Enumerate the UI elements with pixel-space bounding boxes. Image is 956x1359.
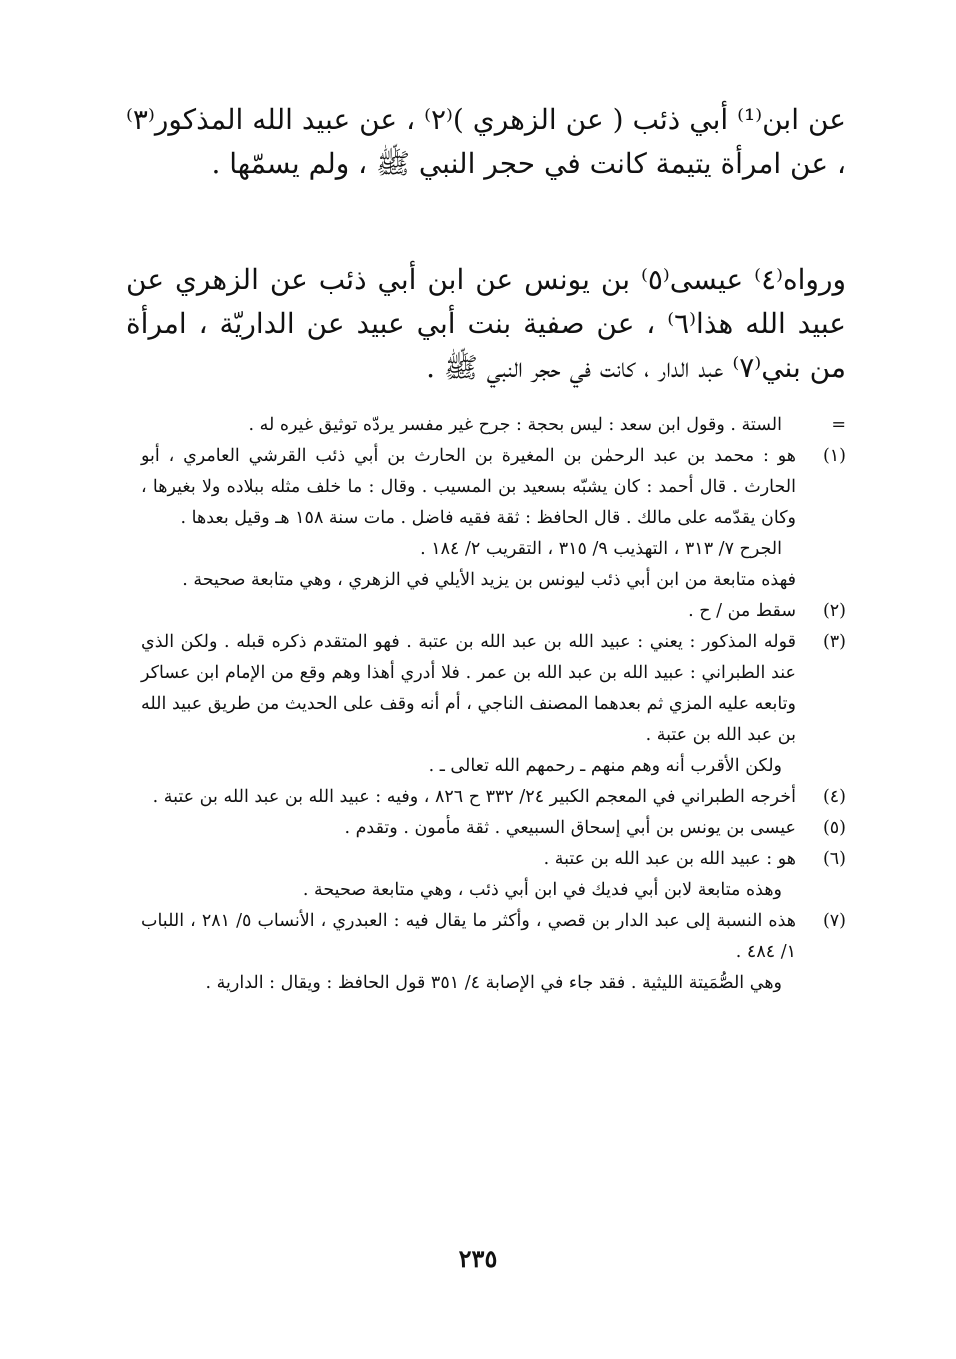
footnote [141,813,846,844]
main-text-block-2 [126,258,846,390]
footnote-number: (٤) [822,787,846,807]
footnote-number: (٢) [822,601,846,621]
footnote-number: (١) [822,446,846,466]
footnote [141,596,846,627]
footnote [141,441,846,596]
footnote-line: وهذه متابعة لابن أبي فديك في ابن أبي ذئب ، وهي متابعة صحيحة . [302,880,782,900]
footnote-line: فهذه متابعة من ابن أبي ذئب ليونس بن يزيد الأيلي في الزهري ، وهي متابعة صحيحة . [182,570,796,590]
footnote-line: هو : محمد بن عبد الرحمٰن بن المغيرة بن الحارث بن أبي ذئب القرشي العامري ، أبو الحارث . قال أحمد : كان يشبّه بسعيد بن المسيب . وقال : ما خلف مثله ببلاده ولا بغيرها ، وكان يقدّمه على مالك . قال الحافظ : ثقة فقيه فاضل . مات سنة ١٥٨ هـ وقيل بعدها . [141,446,796,528]
footnote-number: = [831,415,846,435]
page-number: ٢٣٥ [458,1244,498,1273]
footnotes [141,410,846,999]
footnote [141,627,846,782]
footnote-line: الجرح ٧/ ٣١٣ ، التهذيب ٩/ ٣١٥ ، التقريب ٢/ ١٨٤ . [420,539,782,559]
footnote-line: ولكن الأقرب أنه وهم منهم ـ رحمهم الله تعالى ـ . [428,756,782,776]
footnote-line: عيسى بن يونس بن أبي إسحاق السبيعي . ثقة مأمون . وتقدم . [344,818,796,838]
footnote-line: سقط من / ح . [688,601,796,621]
footnote-line: قوله المذكور : يعني : عبيد الله بن عبد الله بن عتبة . فهو المتقدم ذكره قبله . ولكن الذي عند الطبراني : عبيد الله بن عبد الله بن عمر . فلا أدري أهذا وهم وقع من الإمام ابن عساكر وتابعه عليه المزي ثم بعدهما المصنف الناجي ، أم أنه وقف على الحديث من طريق عبيد الله بن عبد الله بن عتبة . [141,632,796,745]
footnote-number: (٥) [822,818,846,838]
footnote [141,906,846,999]
footnote-number: (٣) [822,632,846,652]
footnote-number: (٧) [822,911,846,931]
footnote-line: الستة . وقول ابن سعد : ليس بحجة : جرح غير مفسر يردّه توثيق غيره له . [248,415,782,435]
footnote-number: (٦) [822,849,846,869]
footnote-line: وهي الصُّمَيتة الليثية . فقد جاء في الإصابة ٤/ ٣٥١ قول الحافظ : ويقال : الدارية . [205,973,782,993]
footnote-line: أخرجه الطبراني في المعجم الكبير ٢٤/ ٣٣٢ ح ٨٢٦ ، وفيه : عبيد الله بن عبد الله بن عتبة . [152,787,796,807]
main-paragraph: عن ابن⁽¹⁾ أبي ذئب ( عن الزهري )⁽٢⁾ ، عن عبيد الله المذكور⁽٣⁾ ، عن امرأة يتيمة كانت في حجر النبي ﷺ ، ولم يسمّها . [126,103,846,180]
main-paragraph: ورواه⁽٤⁾ عيسى⁽٥⁾ بن يونس عن ابن أبي ذئب عن الزهري عن عبيد الله هذا⁽٦⁾ ، عن صفية بنت أبي عبيد عن الداريّة ، امرأة من بني⁽٧⁾ عبد الدار ، كانت في حجر النبي ﷺ . [126,263,846,384]
footnote [141,782,846,813]
footnote-line: هو : عبيد الله بن عبد الله بن عتبة . [543,849,796,869]
main-text-block-1 [126,98,846,186]
footnote [141,844,846,906]
footnote [141,410,846,441]
footnote-line: هذه النسبة إلى عبد الدار بن قصي ، وأكثر ما يقال فيه : العبدري ، الأنساب ٥/ ٢٨١ ، اللباب ١/ ٤٨٤ . [141,911,796,962]
